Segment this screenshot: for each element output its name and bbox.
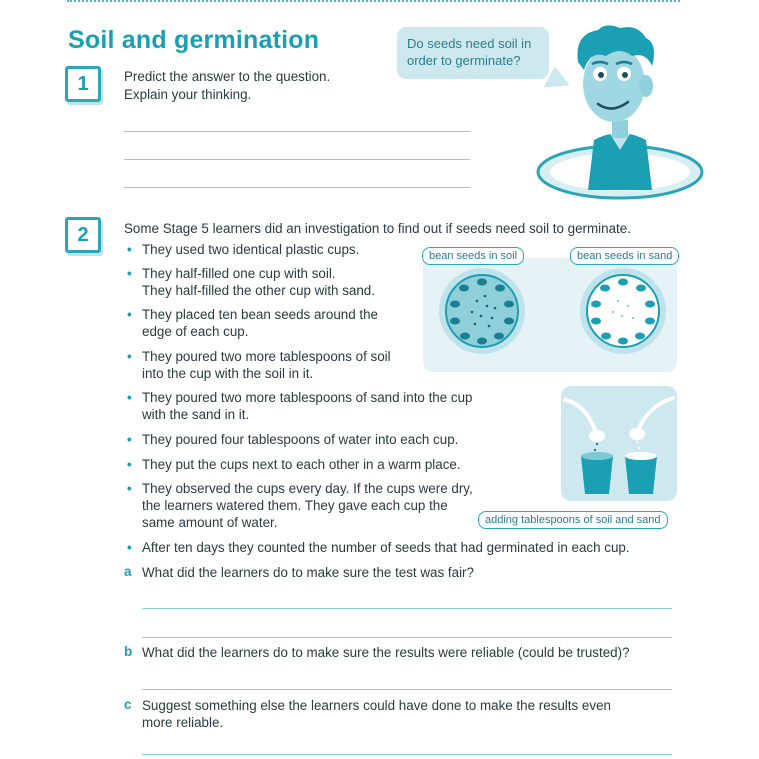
- answer-line-c1[interactable]: [142, 754, 672, 755]
- bullet-dot: •: [127, 307, 132, 322]
- question-1-line-1: Predict the answer to the question.: [124, 69, 331, 84]
- boy-illustration: [528, 22, 708, 202]
- bullet-dot: •: [127, 349, 132, 364]
- answer-line-b1[interactable]: [142, 689, 672, 690]
- question-2-intro: Some Stage 5 learners did an investigation to find out if seeds need soil to germinate.: [124, 221, 631, 236]
- speech-bubble: Do seeds need soil in order to germinate?: [397, 27, 549, 79]
- answer-line-1c[interactable]: [124, 187, 470, 188]
- cup-with-soil-top-view: [437, 266, 527, 356]
- question-2-number: 2: [65, 217, 101, 253]
- bullet-dot: •: [127, 242, 132, 257]
- answer-line-1a[interactable]: [124, 131, 470, 132]
- bullet-dot: •: [127, 457, 132, 472]
- cup-with-sand-top-view: [578, 266, 668, 356]
- label-bean-seeds-in-soil: bean seeds in soil: [422, 247, 524, 265]
- part-c-letter: c: [124, 697, 132, 712]
- question-1-number: 1: [65, 66, 101, 102]
- part-b-letter: b: [124, 644, 133, 659]
- part-b-question: What did the learners do to make sure the results were reliable (could be trusted)?: [142, 645, 630, 660]
- answer-line-a2[interactable]: [142, 637, 672, 638]
- part-a-letter: a: [124, 564, 132, 579]
- page-title: Soil and germination: [68, 26, 320, 54]
- part-a-question: What did the learners do to make sure the test was fair?: [142, 565, 474, 580]
- answer-line-1b[interactable]: [124, 159, 470, 160]
- bullet-dot: •: [127, 481, 132, 496]
- top-dotted-rule: [67, 0, 680, 4]
- label-adding-tablespoons: adding tablespoons of soil and sand: [478, 511, 668, 529]
- part-c-question-line-2: more reliable.: [142, 715, 224, 730]
- bullet-dot: •: [127, 266, 132, 281]
- answer-line-a1[interactable]: [142, 608, 672, 609]
- label-bean-seeds-in-sand: bean seeds in sand: [570, 247, 679, 265]
- bullet-dot: •: [127, 540, 132, 555]
- part-c-question-line-1: Suggest something else the learners could have done to make the results even: [142, 698, 611, 713]
- cups-with-spoons-illustration: [561, 386, 677, 501]
- bullet-dot: •: [127, 432, 132, 447]
- question-1-line-2: Explain your thinking.: [124, 87, 252, 102]
- bullet-dot: •: [127, 390, 132, 405]
